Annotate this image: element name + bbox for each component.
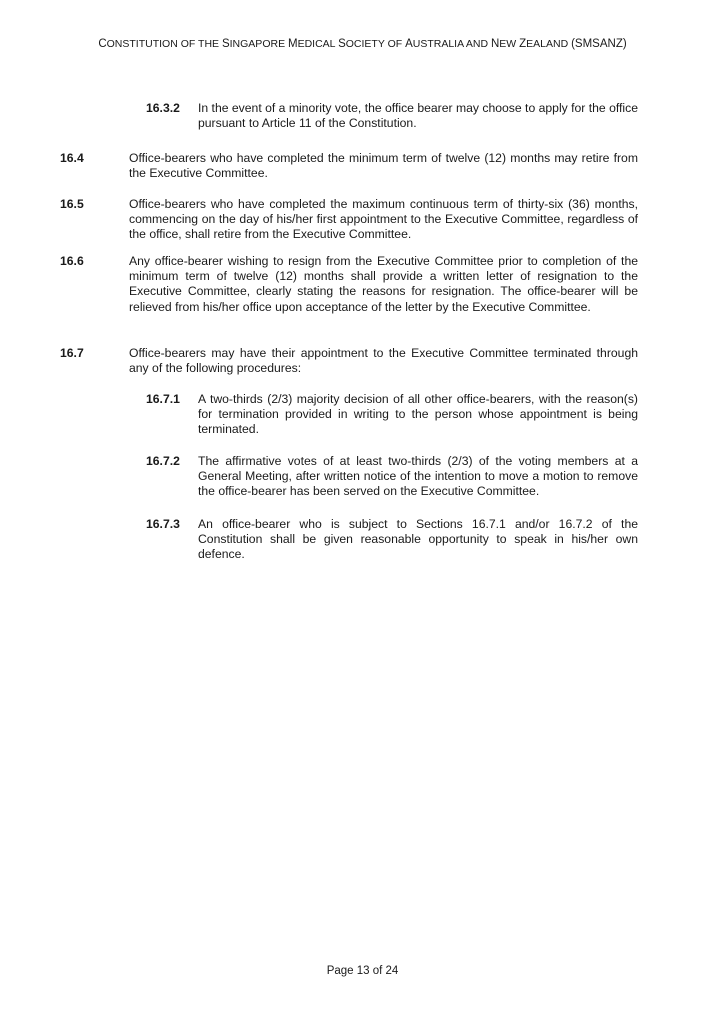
clause-text: Any office-bearer wishing to resign from the Executive Committee prior to completion of the minimum term of twelve (12) months shall provide a written letter of resignation to the Executive Committee, clearly stating the reasons for resignation. The office-bearer will be relieved from his/her office upon acceptance of the letter by the Executive Committee. [129, 254, 638, 314]
clause-number: 16.7 [60, 346, 84, 360]
clause-number: 16.7.3 [146, 517, 180, 531]
clause-text: In the event of a minority vote, the office bearer may choose to apply for the office pursuant to Article 11 of the Constitution. [198, 101, 638, 131]
document-title: CONSTITUTION OF THE SINGAPORE MEDICAL SOCIETY OF AUSTRALIA AND NEW ZEALAND (SMSANZ) [98, 38, 627, 50]
clause-16-7 [60, 346, 638, 376]
clause-number: 16.3.2 [146, 101, 180, 115]
running-header [0, 38, 725, 50]
clause-16-7-3 [146, 517, 638, 563]
clause-16-3-2 [146, 101, 638, 131]
clause-16-7-1 [146, 392, 638, 438]
clause-number: 16.7.1 [146, 392, 180, 406]
clause-number: 16.7.2 [146, 454, 180, 468]
clause-16-4 [60, 151, 638, 181]
clause-text: A two-thirds (2/3) majority decision of all other office-bearers, with the reason(s) for termination provided in writing to the person whose appointment is being terminated. [198, 392, 638, 437]
clause-number: 16.4 [60, 151, 84, 165]
clause-16-7-2 [146, 454, 638, 500]
clause-16-6 [60, 254, 638, 315]
clause-text: Office-bearers who have completed the minimum term of twelve (12) months may retire from the Executive Committee. [129, 151, 638, 181]
clause-16-5 [60, 197, 638, 243]
clause-text: An office-bearer who is subject to Sections 16.7.1 and/or 16.7.2 of the Constitution shall be given reasonable opportunity to speak in his/her own defence. [198, 517, 638, 562]
clause-number: 16.5 [60, 197, 84, 211]
clause-text: Office-bearers who have completed the maximum continuous term of thirty-six (36) months, commencing on the day of his/her first appointment to the Executive Committee, regardless of the office, shall retire from the Executive Committee. [129, 197, 638, 242]
page-number: Page 13 of 24 [326, 965, 399, 977]
clause-text: The affirmative votes of at least two-thirds (2/3) of the voting members at a General Meeting, after written notice of the intention to move a motion to remove the office-bearer has been served on the Executive Committee. [198, 454, 638, 499]
clause-number: 16.6 [60, 254, 84, 268]
clause-text: Office-bearers may have their appointment to the Executive Committee terminated through any of the following procedures: [129, 346, 638, 376]
